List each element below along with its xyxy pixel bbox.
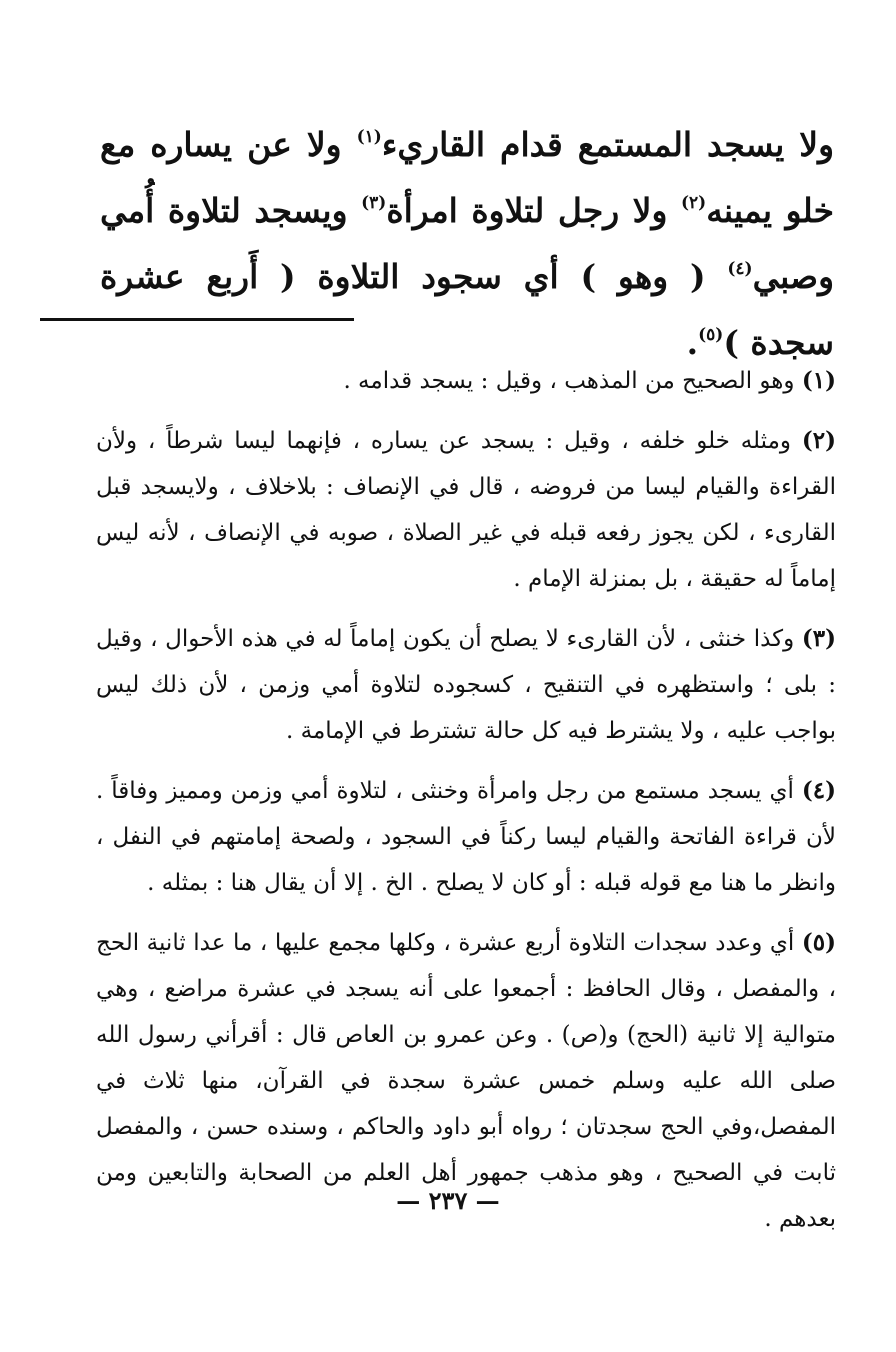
footnote-text: وهو الصحيح من المذهب ، وقيل : يسجد قدامه .: [343, 368, 795, 394]
footnote-text: أي يسجد مستمع من رجل وامرأة وخنثى ، لتلاوة أمي وزمن ومميز وفاقاً . لأن قراءة الفاتحة والقيام ليسا ركناً في السجود ، ولصحة إمامتهم في النفل ، وانظر ما هنا مع قوله قبله : أو كان لا يصلح . الخ . إلا أن يقال هنا : بمثله .: [96, 778, 836, 896]
footnote-4: [96, 768, 836, 906]
main-segment: ( وهو ) أي سجود التلاوة ( أَربع عشرة سجدة ): [100, 257, 834, 362]
footnote-text: أي وعدد سجدات التلاوة أربع عشرة ، وكلها مجمع عليها ، ما عدا ثانية الحج ، والمفصل ، وقال الحافظ : أجمعوا على أنه يسجد في عشرة مراضع ، وهي متوالية إلا ثانية (الحج) و(ص) . وعن عمرو بن العاص قال : أقرأني رسول الله صلى الله عليه وسلم خمس عشرة سجدة في القرآن، منها ثلاث في المفصل،وفي الحج سجدتان ؛ رواه أبو داود والحاكم ، وسنده حسن ، والمفصل ثابت في الصحيح ، وهو مذهب جمهور أهل العلم من الصحابة والتابعين ومن بعدهم .: [96, 930, 836, 1232]
footnote-number: (٢): [801, 427, 837, 454]
footnote-marker-5: (٥): [698, 325, 724, 345]
footnote-marker-2: (٢): [680, 193, 707, 213]
footnote-marker-3: (٣): [361, 193, 387, 213]
footnote-number: (٤): [801, 777, 836, 804]
footnote-3: [96, 616, 836, 754]
page-number: — ٢٣٧ —: [396, 1186, 500, 1215]
main-segment: ويسجد لتلاوة أُمي وصبي: [100, 191, 834, 296]
footnote-number: (٣): [801, 625, 836, 652]
footnote-text: وكذا خنثى ، لأن القارىء لا يصلح أن يكون إماماً له في هذه الأحوال ، وقيل : بلى ؛ واستظهره في التنقيح ، كسجوده لتلاوة أمي وزمن ، لأن ذلك ليس بواجب عليه ، ولا يشترط فيه كل حالة تشترط في الإمامة .: [96, 626, 836, 744]
footnote-2: [96, 418, 836, 602]
footnote-marker-1: (١): [356, 127, 382, 147]
footnote-number: (٥): [801, 929, 837, 956]
footnotes: [96, 358, 836, 1256]
main-segment: .: [686, 323, 699, 362]
footnote-separator: [40, 318, 354, 321]
main-segment: ولا عن يساره مع خلو يمينه: [100, 125, 834, 230]
footnote-text: ومثله خلو خلفه ، وقيل : يسجد عن يساره ، فإنهما ليسا شرطاً ، ولأن القراءة والقيام ليسا من فروضه ، قال في الإنصاف : بلاخلاف ، ولايسجد قبل القارىء ، لكن يجوز رفعه قبله في غير الصلاة ، صوبه في الإنصاف ، لأنه ليس إماماً له حقيقة ، بل بمنزلة الإمام .: [96, 428, 836, 592]
footnote-marker-4: (٤): [727, 259, 753, 279]
main-segment: ولا رجل لتلاوة امرأة: [386, 191, 681, 230]
footnote-1: [96, 358, 836, 404]
footnote-number: (١): [801, 367, 836, 394]
main-text: [100, 108, 834, 372]
main-segment: ولا يسجد المستمع قدام القاريء: [381, 125, 834, 164]
